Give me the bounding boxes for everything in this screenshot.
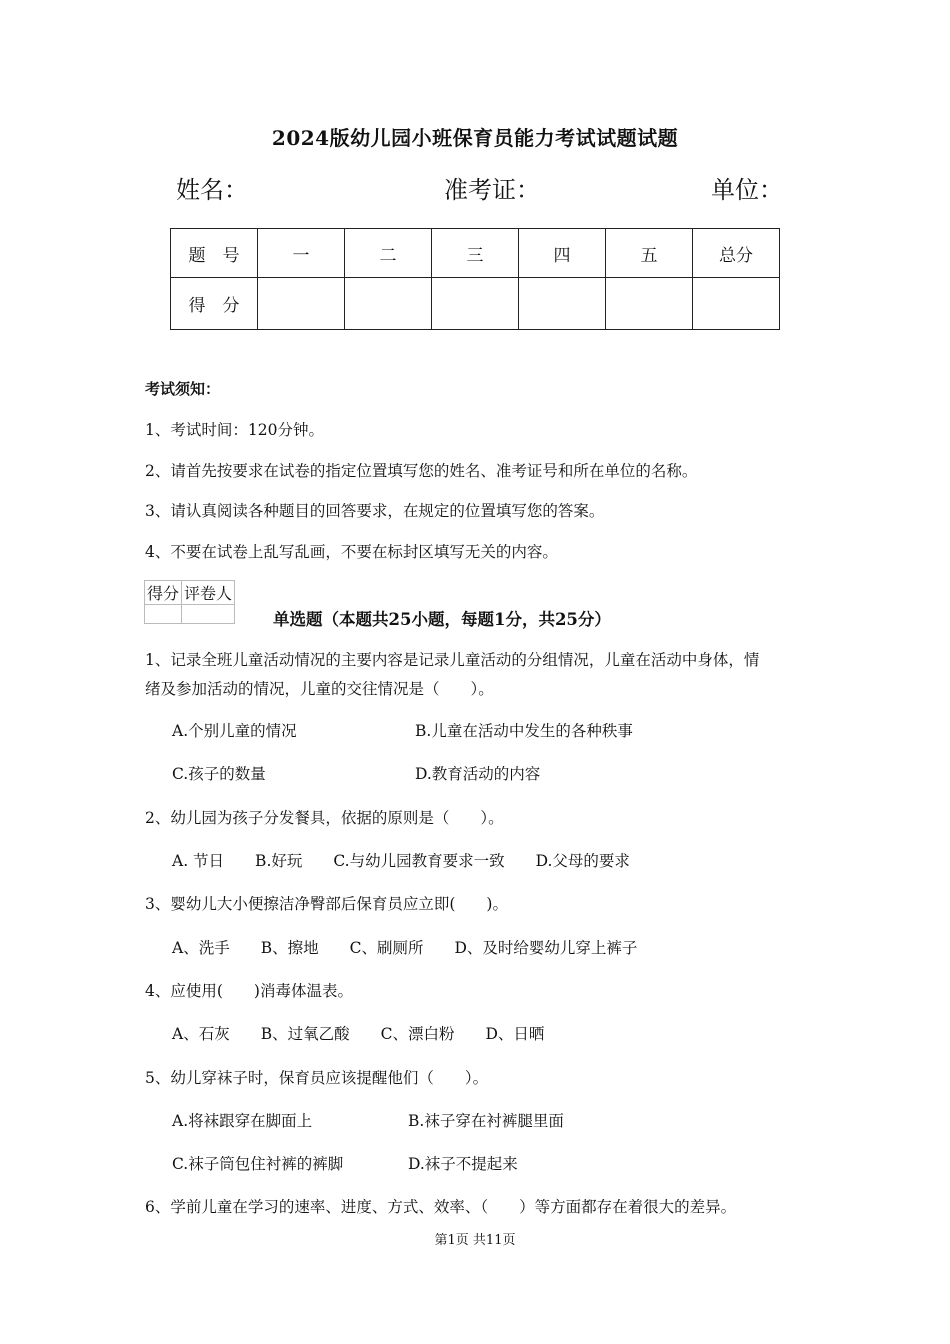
- notice-title: 考试须知：: [145, 380, 221, 398]
- grader-header-row: [145, 581, 235, 605]
- grader-reviewer-cell: [182, 605, 235, 624]
- score-cell: [606, 278, 693, 330]
- grader-score-cell: [145, 605, 182, 624]
- notice-item: 3、请认真阅读各种题目的回答要求，在规定的位置填写您的答案。: [145, 502, 605, 520]
- option-text: A.将袜跟穿在脚面上: [172, 1112, 313, 1130]
- section-title: 单选题（本题共25小题，每题1分，共25分）: [273, 610, 611, 629]
- grader-reviewer-label: 评卷人: [182, 581, 235, 605]
- notice-item: 4、不要在试卷上乱写乱画，不要在标封区填写无关的内容。: [145, 543, 558, 561]
- option-text: A、石灰 B、过氧乙酸 C、漂白粉 D、日晒: [172, 1025, 545, 1043]
- page-title: 2024版幼儿园小班保育员能力考试试题试题: [271, 126, 679, 150]
- unit-label: 单位：: [711, 176, 783, 204]
- grader-box: [144, 580, 235, 624]
- score-header-cell: 五: [606, 229, 693, 278]
- question-text: 4、应使用( )消毒体温表。: [145, 982, 353, 1000]
- page-footer: 第1页 共11页: [434, 1233, 516, 1248]
- question-text: 3、婴幼儿大小便擦洁净臀部后保育员应立即( )。: [145, 895, 508, 913]
- score-header-cell: 二: [345, 229, 432, 278]
- question-text: 2、幼儿园为孩子分发餐具，依据的原则是（ ）。: [145, 809, 504, 827]
- score-header-cell: 总分: [693, 229, 780, 278]
- option-text: B.袜子穿在衬裤腿里面: [408, 1112, 564, 1130]
- grader-score-label: 得分: [145, 581, 182, 605]
- score-table-score-row: [171, 278, 780, 330]
- option-text: A、洗手 B、擦地 C、刷厕所 D、及时给婴幼儿穿上裤子: [172, 939, 638, 957]
- score-table-header-row: [171, 229, 780, 278]
- option-text: B.儿童在活动中发生的各种秩事: [415, 722, 633, 740]
- score-cell: [432, 278, 519, 330]
- option-text: A. 节日 B.好玩 C.与幼儿园教育要求一致 D.父母的要求: [172, 852, 630, 870]
- score-header-cell: 三: [432, 229, 519, 278]
- question-text: 5、幼儿穿袜子时，保育员应该提醒他们（ ）。: [145, 1069, 489, 1087]
- option-text: A.个别儿童的情况: [172, 722, 297, 740]
- question-text: 绪及参加活动的情况，儿童的交往情况是（ ）。: [145, 680, 494, 698]
- option-text: C.袜子筒包住衬裤的裤脚: [172, 1155, 344, 1173]
- question-text: 6、学前儿童在学习的速率、进度、方式、效率、（ ）等方面都存在着很大的差异。: [145, 1198, 737, 1216]
- score-cell: [345, 278, 432, 330]
- score-header-cell: 一: [258, 229, 345, 278]
- score-cell: [693, 278, 780, 330]
- option-text: C.孩子的数量: [172, 765, 266, 783]
- ticket-number-label: 准考证：: [444, 176, 540, 204]
- notice-item: 1、考试时间：120分钟。: [145, 421, 324, 439]
- score-cell: [258, 278, 345, 330]
- option-text: D.袜子不提起来: [408, 1155, 518, 1173]
- score-table: [170, 228, 780, 330]
- question-text: 1、记录全班儿童活动情况的主要内容是记录儿童活动的分组情况，儿童在活动中身体，情: [145, 651, 760, 669]
- notice-item: 2、请首先按要求在试卷的指定位置填写您的姓名、准考证号和所在单位的名称。: [145, 462, 698, 480]
- name-label: 姓名：: [176, 176, 248, 204]
- score-cell: [519, 278, 606, 330]
- score-row-label: 得 分: [171, 278, 258, 330]
- grader-blank-row: [145, 605, 235, 624]
- score-header-cell: 四: [519, 229, 606, 278]
- score-header-cell: 题 号: [171, 229, 258, 278]
- option-text: D.教育活动的内容: [415, 765, 541, 783]
